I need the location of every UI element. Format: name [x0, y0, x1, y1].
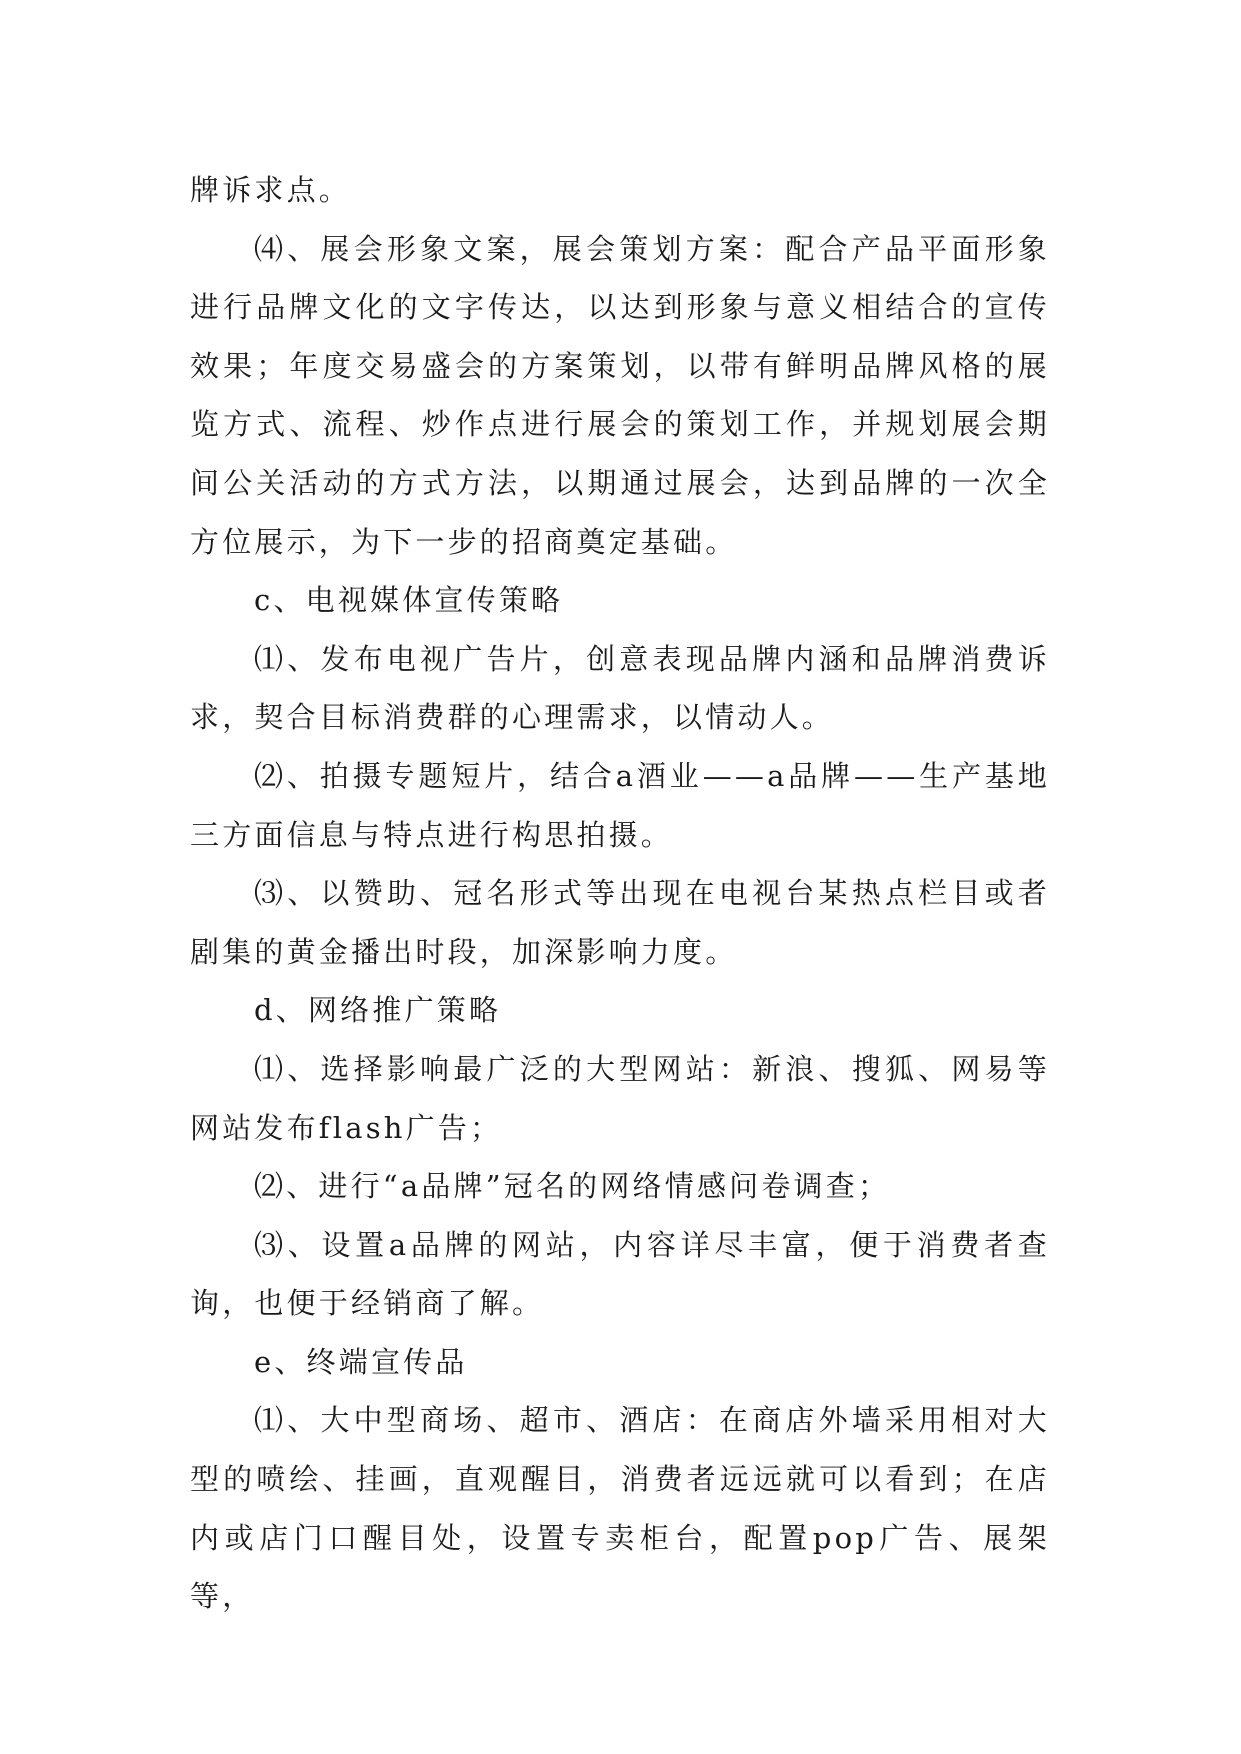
paragraph-feature-film: ⑵、拍摄专题短片，结合a酒业——a品牌——生产基地三方面信息与特点进行构思拍摄。 [190, 758, 1050, 852]
paragraph-retail-display: ⑴、大中型商场、超市、酒店：在商店外墙采用相对大型的喷绘、挂画，直观醒目，消费者远远就可以看到；在店内或店门口醒目处，设置专卖柜台，配置pop广告、展架等， [190, 1403, 1050, 1614]
heading-online-promotion: d、网络推广策略 [254, 993, 502, 1028]
paragraph-portal-ads: ⑴、选择影响最广泛的大型网站：新浪、搜狐、网易等网站发布flash广告； [190, 1051, 1050, 1145]
paragraph-continuation: 牌诉求点。 [190, 173, 352, 207]
paragraph-brand-website: ⑶、设置a品牌的网站，内容详尽丰富，便于消费者查询，也便于经销商了解。 [190, 1227, 1050, 1321]
heading-tv-media-strategy: c、电视媒体宣传策略 [254, 583, 564, 618]
paragraph-online-survey: ⑵、进行“a品牌”冠名的网络情感问卷调查； [254, 1169, 891, 1204]
paragraph-tv-ad: ⑴、发布电视广告片，创意表现品牌内涵和品牌消费诉求，契合目标消费群的心理需求，以情动人。 [190, 641, 1050, 735]
paragraph-exhibition-copy: ⑷、展会形象文案，展会策划方案：配合产品平面形象进行品牌文化的文字传达，以达到形象与意义相结合的宣传效果；年度交易盛会的方案策划，以带有鲜明品牌风格的展览方式、流程、炒作点进行展会的策划工作，并规划展会期间公关活动的方式方法，以期通过展会，达到品牌的一次全方位展示，为下一步的招商奠定基础。 [190, 231, 1050, 559]
document-body [190, 161, 1050, 1626]
paragraph-sponsorship: ⑶、以赞助、冠名形式等出现在电视台某热点栏目或者剧集的黄金播出时段，加深影响力度。 [190, 876, 1050, 969]
heading-terminal-materials: e、终端宣传品 [254, 1344, 468, 1379]
